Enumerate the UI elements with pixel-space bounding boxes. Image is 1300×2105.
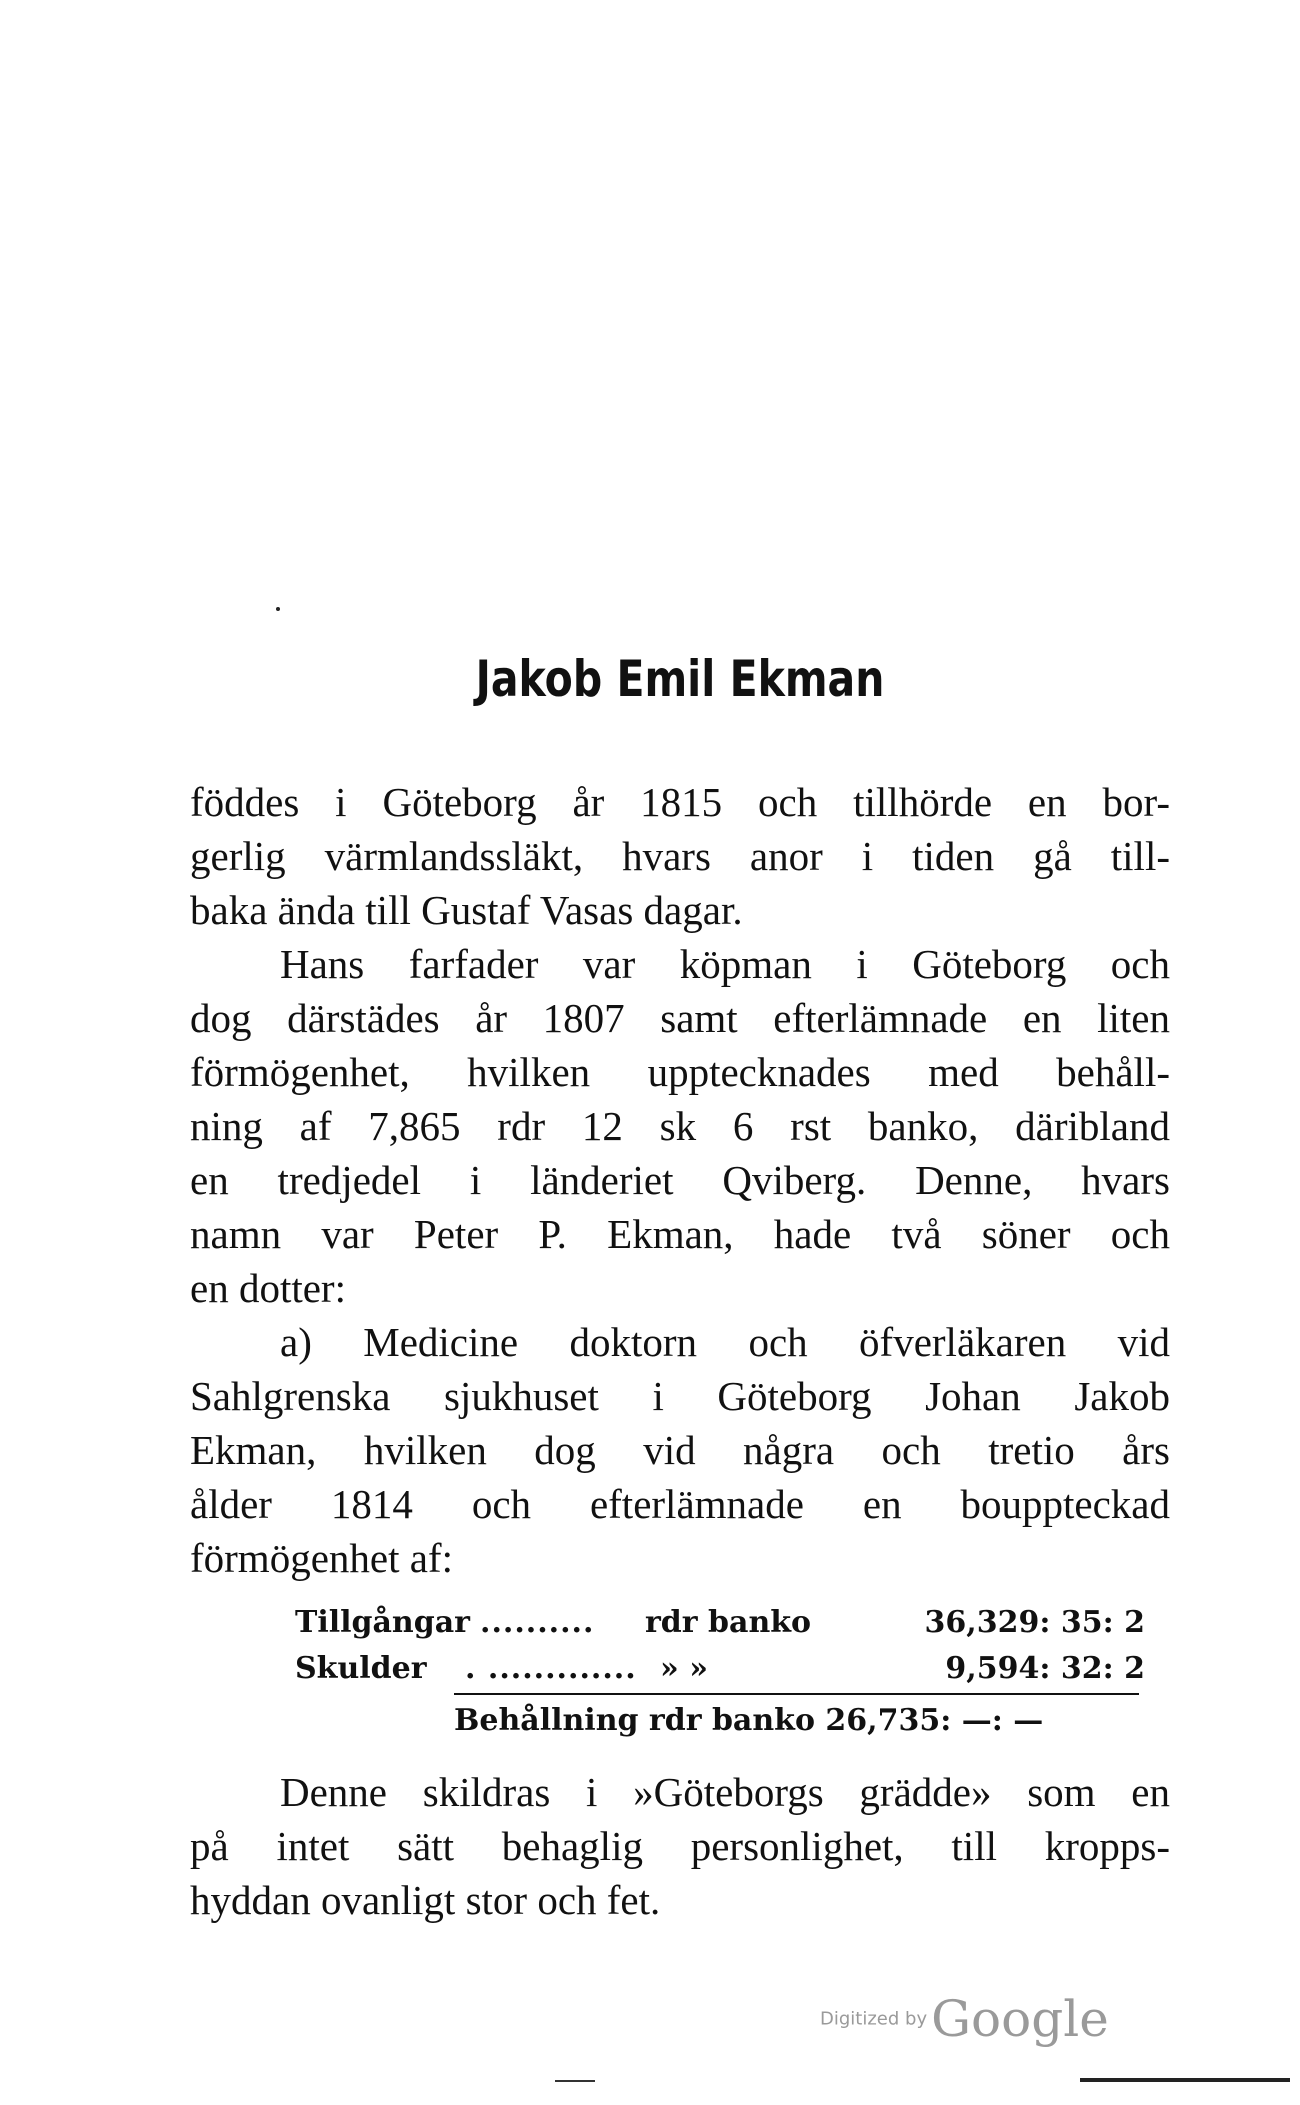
- text-line: namn var Peter P. Ekman, hade två söner och: [190, 1211, 1170, 1257]
- text-line: ålder 1814 och efterlämnade en bouppteckad: [190, 1481, 1170, 1527]
- debts-amount: 9,594: 32: 2: [945, 1651, 1145, 1686]
- text-line: Hans farfader var köpman i Göteborg och: [280, 941, 1170, 987]
- text-line: gerlig värmlandssläkt, hvars anor i tiden gå till-: [190, 833, 1170, 879]
- debts-row: [190, 1647, 1170, 1691]
- assets-row: [190, 1601, 1170, 1645]
- text-line: ning af 7,865 rdr 12 sk 6 rst banko, däribland: [190, 1103, 1170, 1149]
- assets-amount: 36,329: 35: 2: [924, 1605, 1145, 1640]
- body-text: [190, 775, 1170, 1927]
- text-line: dog därstädes år 1807 samt efterlämnade en liten: [190, 995, 1170, 1041]
- sum-rule: [454, 1693, 1139, 1695]
- digitization-watermark: [820, 1990, 1109, 2048]
- text-line: på intet sätt behaglig personlighet, till kropps-: [190, 1823, 1170, 1869]
- watermark-prefix: Digitized by: [820, 2008, 928, 2030]
- ditto-marks: » »: [660, 1651, 708, 1686]
- print-speck: [276, 607, 280, 611]
- leader-dots: ..........: [480, 1605, 595, 1640]
- text-line: Sahlgrenska sjukhuset i Göteborg Johan Jakob: [190, 1373, 1170, 1419]
- debts-label: Skulder: [295, 1651, 427, 1686]
- text-line: Denne skildras i »Göteborgs grädde» som en: [280, 1769, 1170, 1815]
- text-line: baka ända till Gustaf Vasas dagar.: [190, 887, 743, 933]
- balance-text: Behållning rdr banko 26,735: —: —: [454, 1703, 1044, 1738]
- text-line: a) Medicine doktorn och öfverläkaren vid: [280, 1319, 1170, 1365]
- text-line: en tredjedel i länderiet Qviberg. Denne, hvars: [190, 1157, 1170, 1203]
- text-line: förmögenhet, hvilken upptecknades med behåll-: [190, 1049, 1170, 1095]
- text-line: hyddan ovanligt stor och fet.: [190, 1877, 661, 1923]
- footer-mark: [555, 2080, 595, 2082]
- estate-accounts: [190, 1601, 1170, 1751]
- text-line: en dotter:: [190, 1265, 346, 1311]
- scan-edge-mark: [1080, 2078, 1290, 2082]
- watermark-brand: Google: [931, 1990, 1109, 2048]
- balance-row: [190, 1699, 1170, 1743]
- leader-dots: . .............: [465, 1651, 637, 1686]
- text-line: förmögenhet af:: [190, 1535, 453, 1581]
- text-line: föddes i Göteborg år 1815 och tillhörde en bor-: [190, 779, 1170, 825]
- currency-unit: rdr banko: [645, 1605, 812, 1640]
- page-title: Jakob Emil Ekman: [475, 650, 885, 708]
- text-line: Ekman, hvilken dog vid några och tretio års: [190, 1427, 1170, 1473]
- assets-label: Tillgångar: [295, 1605, 470, 1640]
